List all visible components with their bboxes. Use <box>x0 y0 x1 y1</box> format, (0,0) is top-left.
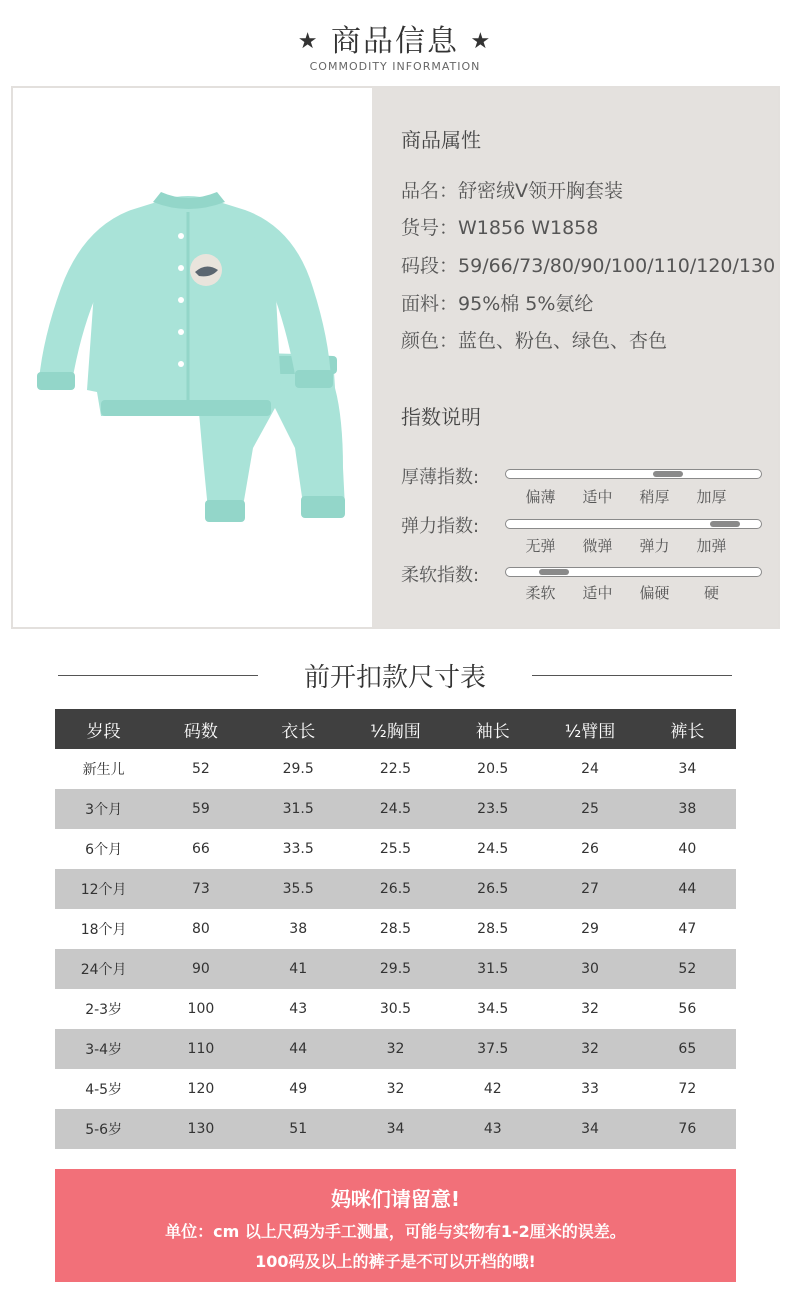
table-cell: 35.5 <box>250 869 347 909</box>
table-cell: 34.5 <box>477 1001 509 1017</box>
thickness-index-ticks <box>512 486 762 507</box>
column-header: 衣长 <box>250 709 347 749</box>
table-cell: 6个月 <box>85 842 123 858</box>
attribute-label: 码段： <box>401 255 459 277</box>
notice-line: 100码及以上的裤子是不可以开档的哦! <box>255 1252 536 1271</box>
attribute-label: 货号： <box>401 217 459 239</box>
thickness-index-track <box>505 469 762 479</box>
table-cell: 25 <box>541 789 638 829</box>
star-icon: ★ <box>297 29 320 54</box>
table-cell: 65 <box>639 1029 736 1069</box>
scale-tick-label: 适中 <box>582 584 613 602</box>
table-cell: 3个月 <box>55 789 152 829</box>
product-info-box <box>11 86 780 629</box>
table-cell: 44 <box>639 869 736 909</box>
table-cell: 59 <box>152 789 249 829</box>
table-cell: 新生儿 <box>82 762 125 778</box>
table-cell: 26.5 <box>444 869 541 909</box>
softness-index-marker <box>539 569 569 575</box>
table-cell: 100 <box>187 1001 215 1017</box>
scale-tick-label: 偏硬 <box>639 584 670 602</box>
table-cell: 4-5岁 <box>85 1082 123 1098</box>
elasticity-index-marker <box>710 521 740 527</box>
attribute-name <box>401 176 623 203</box>
table-cell: 24个月 <box>55 949 152 989</box>
table-cell: 32 <box>581 1001 599 1017</box>
column-header: 码数 <box>152 709 249 749</box>
attribute-value: W1856 W1858 <box>458 217 599 239</box>
table-cell: 90 <box>152 949 249 989</box>
size-chart-table <box>55 709 736 1149</box>
table-cell: 29 <box>581 921 599 937</box>
scale-tick-label: 加厚 <box>696 488 727 506</box>
table-cell: 41 <box>250 949 347 989</box>
table-cell: 43 <box>444 1109 541 1149</box>
table-row <box>55 1069 736 1109</box>
notice-banner <box>55 1169 736 1282</box>
column-header: ½臂围 <box>541 709 638 749</box>
table-cell: 76 <box>639 1109 736 1149</box>
table-cell: 72 <box>678 1081 697 1097</box>
attribute-label: 面料： <box>401 293 459 315</box>
elasticity-index-ticks <box>512 535 762 556</box>
table-cell: 22.5 <box>379 761 412 777</box>
scale-tick-label: 适中 <box>582 488 613 506</box>
scale-tick-label: 硬 <box>703 584 719 602</box>
table-cell: 80 <box>192 921 210 937</box>
table-cell: 52 <box>639 949 736 989</box>
table-cell: 42 <box>483 1081 502 1097</box>
table-row <box>55 949 736 989</box>
table-cell: 110 <box>152 1029 249 1069</box>
scale-tick-label: 稍厚 <box>639 488 670 506</box>
scale-tick-label: 微弹 <box>582 537 613 555</box>
table-cell: 20.5 <box>477 761 509 777</box>
attribute-sizes <box>401 251 775 278</box>
column-header: 裤长 <box>639 709 736 749</box>
column-header: ½胸围 <box>347 709 444 749</box>
table-cell: 32 <box>347 1029 444 1069</box>
column-header: 岁段 <box>55 709 152 749</box>
table-cell: 30.5 <box>379 1001 412 1017</box>
table-cell: 34 <box>678 761 697 777</box>
table-cell: 24 <box>581 761 599 777</box>
scale-tick-label: 无弹 <box>525 537 556 555</box>
table-cell: 37.5 <box>444 1029 541 1069</box>
table-cell: 40 <box>678 841 697 857</box>
softness-index-label: 柔软指数: <box>401 565 480 586</box>
notice-line: 单位：cm 以上尺码为手工测量，可能与实物有1-2厘米的误差。 <box>165 1222 626 1241</box>
section-title <box>0 16 790 60</box>
table-row <box>55 829 736 869</box>
table-row <box>55 749 736 789</box>
table-cell: 29.5 <box>282 761 314 777</box>
table-cell: 49 <box>289 1081 308 1097</box>
table-cell: 28.5 <box>379 921 412 937</box>
table-cell: 31.5 <box>250 789 347 829</box>
table-cell: 27 <box>541 869 638 909</box>
attribute-value: 95%棉 5%氨纶 <box>458 293 594 315</box>
product-photo <box>13 88 372 627</box>
table-cell: 26.5 <box>347 869 444 909</box>
table-cell: 23.5 <box>444 789 541 829</box>
table-cell: 31.5 <box>444 949 541 989</box>
table-cell: 32 <box>386 1081 405 1097</box>
softness-index-track <box>505 567 762 577</box>
attribute-fabric <box>401 289 593 316</box>
table-cell: 66 <box>192 841 210 857</box>
attribute-value: 59/66/73/80/90/100/110/120/130 <box>458 255 776 277</box>
size-chart-header-row <box>55 709 736 749</box>
table-cell: 38 <box>639 789 736 829</box>
thickness-index-marker <box>653 471 683 477</box>
page-header <box>0 0 790 80</box>
table-cell: 34 <box>347 1109 444 1149</box>
table-cell: 56 <box>678 1001 697 1017</box>
table-cell: 38 <box>289 921 308 937</box>
scale-tick-label: 加弹 <box>696 537 727 555</box>
attribute-value: 蓝色、粉色、绿色、杏色 <box>458 330 668 352</box>
table-cell: 12个月 <box>55 869 152 909</box>
section-subtitle: COMMODITY INFORMATION <box>309 60 481 73</box>
section-title-text: 商品信息 <box>331 24 459 59</box>
elasticity-index-label: 弹力指数: <box>401 516 480 537</box>
table-cell: 24.5 <box>347 789 444 829</box>
table-cell: 33 <box>581 1081 599 1097</box>
softness-index-ticks <box>512 582 762 603</box>
table-cell: 30 <box>541 949 638 989</box>
attribute-item-number <box>401 213 598 240</box>
table-row <box>55 789 736 829</box>
table-row <box>55 989 736 1029</box>
table-cell: 73 <box>152 869 249 909</box>
table-cell: 32 <box>541 1029 638 1069</box>
table-cell: 120 <box>187 1081 215 1097</box>
size-chart-title: 前开扣款尺寸表 <box>303 663 486 693</box>
product-attributes-panel <box>372 88 778 627</box>
table-cell: 18个月 <box>80 922 127 938</box>
table-cell: 5-6岁 <box>55 1109 152 1149</box>
notice-title: 妈咪们请留意! <box>330 1187 461 1211</box>
table-row <box>55 1029 736 1069</box>
table-cell: 29.5 <box>347 949 444 989</box>
table-cell: 25.5 <box>379 841 412 857</box>
baby-pajama-set-image <box>13 88 372 627</box>
table-cell: 26 <box>581 841 599 857</box>
table-cell: 2-3岁 <box>85 1002 123 1018</box>
table-row <box>55 1109 736 1149</box>
attribute-label: 品名： <box>401 180 459 202</box>
attributes-heading: 商品属性 <box>401 128 481 152</box>
scale-tick-label: 弹力 <box>639 537 670 555</box>
elasticity-index-track <box>505 519 762 529</box>
scale-tick-label: 柔软 <box>525 584 556 602</box>
scale-tick-label: 偏薄 <box>525 488 556 506</box>
table-cell: 52 <box>192 761 210 777</box>
table-cell: 3-4岁 <box>55 1029 152 1069</box>
table-row <box>55 909 736 949</box>
index-heading: 指数说明 <box>401 405 481 429</box>
table-cell: 33.5 <box>282 841 314 857</box>
table-cell: 43 <box>289 1001 308 1017</box>
column-header: 袖长 <box>444 709 541 749</box>
thickness-index-label: 厚薄指数: <box>401 467 480 488</box>
table-cell: 44 <box>250 1029 347 1069</box>
table-cell: 51 <box>250 1109 347 1149</box>
attribute-label: 颜色： <box>401 330 459 352</box>
attribute-colors <box>401 326 667 353</box>
table-cell: 130 <box>152 1109 249 1149</box>
table-row <box>55 869 736 909</box>
table-cell: 24.5 <box>477 841 509 857</box>
attribute-value: 舒密绒V领开胸套装 <box>458 180 624 202</box>
table-cell: 34 <box>541 1109 638 1149</box>
table-cell: 47 <box>678 921 697 937</box>
table-cell: 28.5 <box>477 921 509 937</box>
star-icon: ★ <box>470 29 493 54</box>
